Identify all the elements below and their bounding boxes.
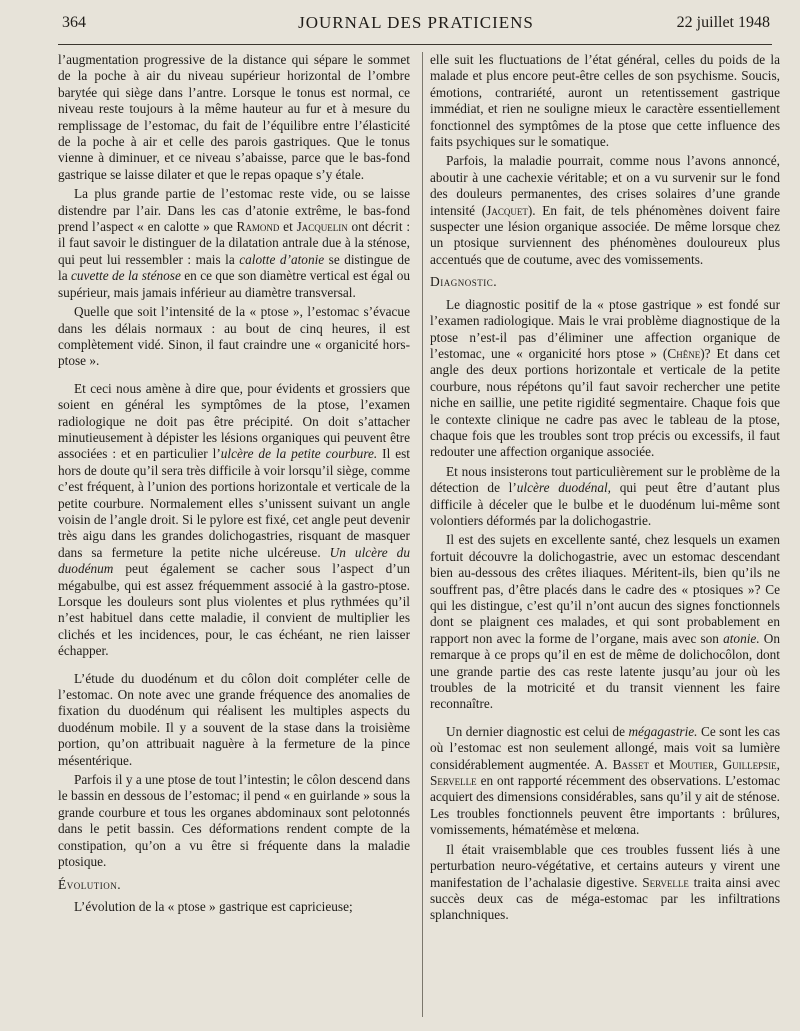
author-name: Jacquet [486, 202, 528, 218]
issue-date: 22 juillet 1948 [676, 14, 770, 31]
author-name: Ramond [236, 219, 280, 235]
author-name: Guillepsie [722, 756, 777, 772]
paragraph: Et nous insisterons tout particulièrement sur le problème de la détection de l’ulcère duodénal, qui peut être d’autant plus difficile à déceler que le bulbe et le duodénum lui-même sont volontiers déformés par la dolichogastrie. [430, 463, 780, 528]
paragraph: Le diagnostic positif de la « ptose gastrique » est fondé sur l’examen radiologique. Mais le vrai problème diagnostique de la ptose n’est-il pas d’éliminer une affection organique de l’estomac, une « organicité hors ptose » (Chêne)? Et dans cet angle des deux portions horizontale et verticale de la petite courbure, nous répétons qu’il faut savoir rechercher une petite niche en saillie, une petite rigidité segmentaire. Chaque fois que le contexte clinique ne cadre pas avec le tableau de la ptose, chaque fois que les troubles sont trop précis ou excessifs, il faut redouter une affection organique associée. [430, 296, 780, 460]
author-name: Servelle [642, 874, 689, 890]
left-column [58, 52, 410, 1021]
section-heading-diagnostic: Diagnostic. [430, 274, 498, 290]
journal-title: JOURNAL DES PRATICIENS [298, 13, 534, 32]
header-rule [58, 44, 772, 45]
paragraph: Il était vraisemblable que ces troubles fussent liés à une perturbation neuro-végétative, et certains auteurs y virent une manifestation de l’achalasie digestive. Servelle traita ainsi avec succès deux cas de méga-estomac par les infiltrations splanchniques. [430, 841, 780, 923]
author-name: Chêne [667, 345, 701, 361]
author-name: Jacquelin [296, 219, 348, 235]
paragraph: Quelle que soit l’intensité de la « ptose », l’estomac s’évacue dans les délais normaux : au bout de cinq heures, il est complètement vidé. Sinon, il faut craindre une « organicité hors-ptose ». [58, 304, 410, 369]
column-divider [422, 52, 423, 1017]
author-name: Basset [612, 756, 650, 772]
paragraph: l’augmentation progressive de la distance qui sépare le sommet de la poche à air du niveau supérieur horizontal de l’ombre barytée qui siège dans l’antre. Lorsque le tonus est normal, ce niveau reste toujours à la même hauteur au fur et à mesure du remplissage de l’estomac, du fait de l’équilibre entre l’élasticité de la poche à air et celle des parois gastriques. Que le tonus vienne à diminuer, et ce niveau s’abaisse, parce que le bas-fond gastrique se laisse dilater et que le repas opaque s’y étale. [58, 52, 410, 182]
author-name: Servelle [430, 773, 477, 789]
paragraph: elle suit les fluctuations de l’état général, celles du poids de la malade et plus encore peut-être celles de son psychisme. Soucis, émotions, contrariété, auront un retentissement gastrique immédiat, et rien ne souligne mieux le caractère essentiellement fonctionnel des symptômes de la ptose que cette influence des faits psychiques sur le somatique. [430, 52, 780, 150]
section-heading-evolution: Évolution. [58, 876, 122, 892]
author-name: Moutier [669, 756, 714, 772]
page-header [62, 10, 770, 38]
paragraph: Parfois, la maladie pourrait, comme nous l’avons annoncé, aboutir à une cachexie véritable; et on a vu survenir sur le fond des douleurs permanentes, des crises solaires d’une grande intensité (Jacquet). En fait, de tels phénomènes doivent faire suspecter une lésion organique associée. De même lorsque chez un ptosique surviennent des phénomènes douloureux plus accentués que de coutume, avec des vomissements. [430, 153, 780, 267]
paragraph: Il est des sujets en excellente santé, chez lesquels un examen fortuit découvre la dolichogastrie, avec un estomac descendant bien au-dessous des crêtes iliaques. Méritent-ils, bien qu’ils ne souffrent pas, d’être placés dans le cadre des « ptosiques »? Ce qui les distingue, c’est qu’il n’ont aucun des signes fonctionnels dont se plaignent ces malades, et qui sont probablement en rapport non avec la forme de l’organe, mais avec son atonie. On remarque à ce props qu’il en est de même de dolichocôlon, dont une grande partie des cas reste latente jusqu’au jour où les troubles de la motricité et du transit viennent les faire reconnaître. [430, 532, 780, 712]
paragraph: Parfois il y a une ptose de tout l’intestin; le côlon descend dans le bassin en dessous de l’estomac; il pend « en guirlande » sous la grande courbure et tous les organes abdominaux sont pelotonnés dans le petit bassin. Ces déformations rendent compte de la constipation, qu’on a vu être si fréquente dans la maladie ptosique. [58, 772, 410, 870]
paragraph: L’étude du duodénum et du côlon doit compléter celle de l’estomac. On note avec une grande fréquence des anomalies de fixation du duodénum qui réalisent les multiples aspects du duodénum mobile. Il y a souvent de la stase dans la troisième portion, qu’on attribuait naguère à la fermeture de la pince mésentérique. [58, 670, 410, 768]
page-number: 364 [62, 14, 86, 31]
paragraph: Et ceci nous amène à dire que, pour évidents et grossiers que soient en général les symptômes de la ptose, l’examen radiologique ne doit pas être précipité. On doit s’attacher minutieusement à dépister les lésions organiques qui peuvent être associées : et en particulier l’ulcère de la petite courbure. Il est hors de doute qu’il sera très difficile à voir lorsqu’il siège, comme c’est fréquent, à l’union des portions horizontale et verticale de la petite courbure. Normalement elles s’unissent suivant un angle voisin de l’angle droit. Si le pylore est fixé, cet angle peut devenir très aigu dans les grandes dolichogastries, risquant de masquer dans sa fermeture la petite niche ulcéreuse. Un ulcère du duodénum peut également se cacher sous l’aspect d’un mégabulbe, qui est assez fréquemment associé à la gastro-ptose. Lorsque les douleurs sont plus violentes et plus rythmées qu’il n’est habituel dans cette maladie, il convient de multiplier les clichés et les incidences, pour, le cas échéant, ne rien laisser échapper. [58, 380, 410, 659]
right-column [430, 52, 780, 1021]
paragraph: La plus grande partie de l’estomac reste vide, ou se laisse distendre par l’air. Dans les cas d’atonie extrême, le bas-fond prend l’aspect « en calotte » que Ramond et Jacquelin ont décrit : il faut savoir le distinguer de la dilatation antrale due à la sténose, qui peut lui ressembler : mais la calotte d’atonie se distingue de la cuvette de la sténose en ce que son diamètre vertical est égal ou supérieur, mais jamais inférieur au diamètre transversal. [58, 186, 410, 300]
paragraph: Un dernier diagnostic est celui de mégagastrie. Ce sont les cas où l’estomac est non seulement allongé, mais voit sa lumière considérablement augmentée. A. Basset et Moutier, Guillepsie, Servelle en ont rapporté récemment des observations. L’estomac acquiert des dimensions considérables, sans qu’il y ait de sténose. Les troubles fonctionnels peuvent être importants : brûlures, vomissements, hématémèse et melœna. [430, 723, 780, 838]
paragraph: L’évolution de la « ptose » gastrique est capricieuse; [74, 898, 353, 914]
